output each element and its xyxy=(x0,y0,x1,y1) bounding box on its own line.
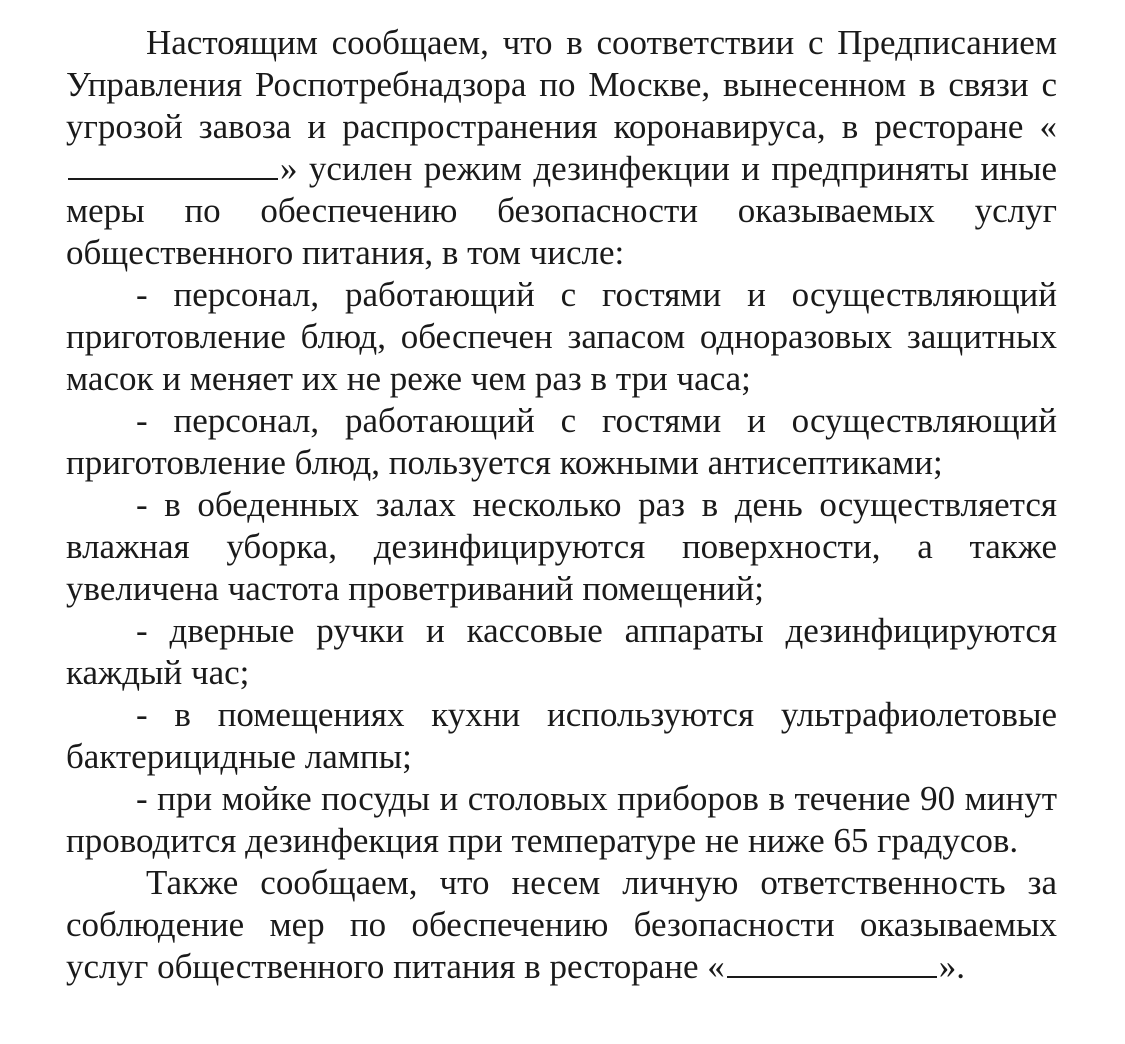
intro-paragraph xyxy=(66,22,1057,274)
list-item: - в помещениях кухни используются ультрафиолетовые бактерицидные лампы; xyxy=(66,695,1057,776)
intro-text-after: » усилен режим дезинфекции и предприняты иные меры по обеспечению безопасности оказываемых услуг общественного питания, в том числе: xyxy=(66,149,1057,272)
list-item: - дверные ручки и кассовые аппараты дезинфицируются каждый час; xyxy=(66,611,1057,692)
restaurant-name-blank-2[interactable] xyxy=(727,946,937,978)
list-item: - персонал, работающий с гостями и осуществляющий приготовление блюд, пользуется кожными антисептиками; xyxy=(66,401,1057,482)
closing-text-before: Также сообщаем, что несем личную ответственность за соблюдение мер по обеспечению безопасности оказываемых услуг общественного питания в ресторане « xyxy=(66,863,1057,986)
list-item: - при мойке посуды и столовых приборов в течение 90 минут проводится дезинфекция при температуре не ниже 65 градусов. xyxy=(66,779,1057,860)
list-item: - в обеденных залах несколько раз в день осуществляется влажная уборка, дезинфицируются поверхности, а также увеличена частота проветриваний помещений; xyxy=(66,485,1057,608)
closing-paragraph xyxy=(66,862,1057,988)
list-item: - персонал, работающий с гостями и осуществляющий приготовление блюд, обеспечен запасом одноразовых защитных масок и меняет их не реже чем раз в три часа; xyxy=(66,275,1057,398)
restaurant-name-blank[interactable] xyxy=(68,148,278,180)
measures-list xyxy=(66,274,1057,862)
closing-text-after: ». xyxy=(938,947,966,986)
intro-text-before: Настоящим сообщаем, что в соответствии с Предписанием Управления Роспотребнадзора по Москве, вынесенном в связи с угрозой завоза и распространения коронавируса, в ресторане « xyxy=(66,23,1057,146)
